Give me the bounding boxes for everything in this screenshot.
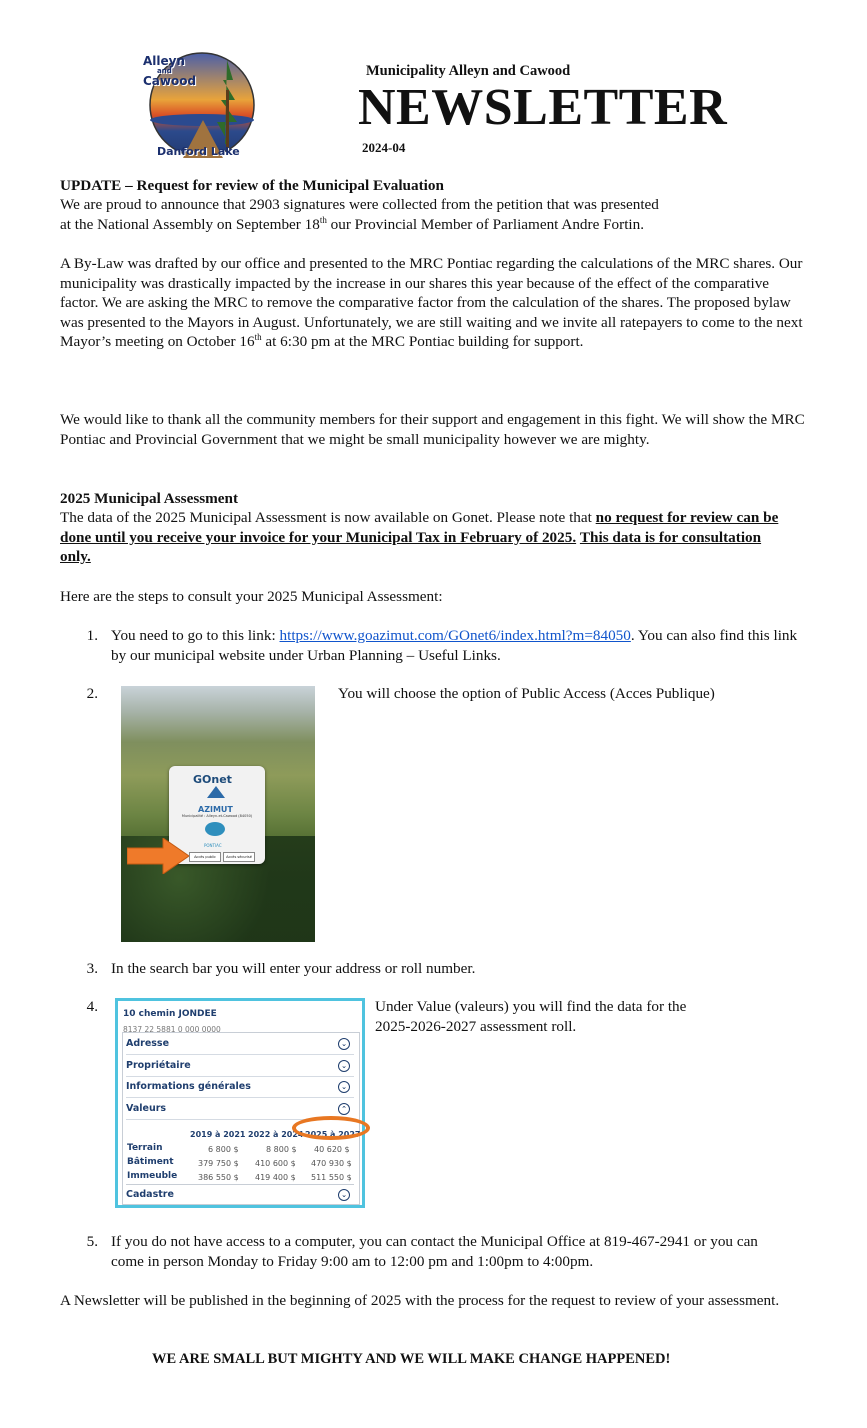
step-1-text-a: You need to go to this link: bbox=[111, 627, 280, 644]
slogan: WE ARE SMALL BUT MIGHTY AND WE WILL MAKE CHANGE HAPPENED! bbox=[152, 1351, 671, 1367]
chevron-up-icon: ⌃ bbox=[338, 1103, 350, 1115]
section-cadastre-label: Cadastre bbox=[126, 1189, 174, 1200]
logo-text-and: and bbox=[157, 67, 172, 75]
public-access-button[interactable]: Accès public bbox=[189, 852, 221, 862]
update-p1-text-a: at the National Assembly on September 18 bbox=[60, 215, 320, 233]
valeurs-address: 10 chemin JONDEE bbox=[123, 1009, 217, 1019]
section-valeurs-label: Valeurs bbox=[126, 1103, 167, 1114]
step-4-line2: 2025-2026-2027 assessment roll. bbox=[375, 1017, 577, 1035]
update-p1-line2 bbox=[60, 215, 810, 235]
update-p1-text-b: our Provincial Member of Parliament Andre Fortin. bbox=[326, 215, 645, 233]
steps-intro: Here are the steps to consult your 2025 Municipal Assessment: bbox=[60, 588, 443, 605]
chevron-down-icon: ⌄ bbox=[338, 1189, 350, 1201]
logo-text-cawood: Cawood bbox=[143, 74, 197, 88]
step-5-text: If you do not have access to a computer, you can contact the Municipal Office at 819-467-2941 or you can come in person Monday to Friday 9:00 am to 12:00 pm and 1:00pm to 4:00pm. bbox=[111, 1233, 758, 1270]
gonet-brand: GOnet bbox=[193, 773, 232, 786]
update-p1-sup: th bbox=[319, 214, 327, 225]
pontiac-text: PONTIAC bbox=[204, 843, 222, 848]
section-proprietaire[interactable] bbox=[126, 1056, 354, 1077]
step-2-number: 2. bbox=[86, 685, 98, 702]
row-immeuble-value: 386 550 $ bbox=[198, 1173, 239, 1182]
assessment-consultation-notice: This data is for consultation only. bbox=[60, 528, 762, 565]
logo-text-danford-lake: Danford Lake bbox=[157, 145, 240, 158]
pontiac-logo-icon bbox=[205, 822, 225, 836]
section-adresse[interactable] bbox=[126, 1034, 354, 1055]
step-1-text-b: . You can also find this link by our municipal website under Urban Planning – Useful Links. bbox=[111, 627, 798, 664]
step-4-number: 4. bbox=[86, 998, 98, 1015]
newsletter-title: NEWSLETTER bbox=[358, 79, 728, 136]
orange-arrow-icon bbox=[127, 838, 189, 874]
chevron-down-icon: ⌄ bbox=[338, 1038, 350, 1050]
azimut-logo-icon bbox=[207, 786, 225, 798]
secure-access-button[interactable]: Accès sécurisé bbox=[223, 852, 255, 862]
gonet-link[interactable]: https://www.goazimut.com/GOnet6/index.html?m=84050 bbox=[279, 627, 631, 644]
row-terrain-label: Terrain bbox=[127, 1143, 163, 1153]
section-proprietaire-label: Propriétaire bbox=[126, 1060, 191, 1071]
issue-number: 2024-04 bbox=[362, 140, 406, 155]
period-2019-2021: 2019 à 2021 bbox=[190, 1130, 246, 1139]
assessment-p1-plain: The data of the 2025 Municipal Assessment is now available on Gonet. Please note that bbox=[60, 509, 596, 526]
update-p2-text-a: A By-Law was drafted by our office and presented to the MRC Pontiac regarding the calculations of the MRC shares. Our municipality was drastically impacted by the increase in our shares this year because of the effect of the comparative factor. We are asking the MRC to remove the comparative factor from the calculation of the shares. The proposed bylaw was presented to the Mayors in August. Unfortunately, we are still waiting and we invite all ratepayers to come to the next Mayor’s meeting on October 16 bbox=[60, 255, 803, 350]
row-terrain-value: 40 620 $ bbox=[314, 1145, 350, 1154]
gonet-municipality: Municipalité : Alleyn-et-Cawood (84050) bbox=[181, 814, 253, 818]
update-p2-text-b: at 6:30 pm at the MRC Pontiac building for support. bbox=[261, 333, 584, 350]
row-immeuble-value: 511 550 $ bbox=[311, 1173, 352, 1182]
update-paragraph-1 bbox=[60, 195, 810, 234]
update-p2-sup: th bbox=[254, 331, 262, 342]
step-4-text bbox=[375, 997, 805, 1036]
highlight-circle bbox=[292, 1116, 370, 1140]
assessment-heading: 2025 Municipal Assessment bbox=[60, 490, 239, 507]
closing-paragraph: A Newsletter will be published in the beginning of 2025 with the process for the request to review of your assessment. bbox=[60, 1292, 780, 1309]
step-4-line1: Under Value (valeurs) you will find the data for the bbox=[375, 998, 687, 1015]
period-2025-2027: 2025 à 2027 bbox=[305, 1130, 361, 1139]
step-1-number: 1. bbox=[86, 627, 98, 644]
row-batiment-value: 470 930 $ bbox=[311, 1159, 352, 1168]
municipality-name: Municipality Alleyn and Cawood bbox=[366, 63, 571, 79]
azimut-brand: AZIMUT bbox=[198, 805, 233, 814]
step-1-text bbox=[111, 626, 806, 665]
logo-text-alleyn: Alleyn bbox=[143, 54, 186, 68]
update-paragraph-3: We would like to thank all the community members for their support and engagement in this fight. We will show the MRC Pontiac and Provincial Government that we might be small municipality however we are mighty. bbox=[60, 411, 805, 448]
valeurs-roll-number: 8137 22 5881 0 000 0000 bbox=[123, 1025, 221, 1034]
municipality-logo bbox=[143, 50, 261, 160]
step-3-text: In the search bar you will enter your address or roll number. bbox=[111, 960, 476, 977]
step-2-text: You will choose the option of Public Access (Acces Publique) bbox=[338, 685, 715, 702]
row-batiment-label: Bâtiment bbox=[127, 1157, 174, 1167]
assessment-no-review-notice: no request for review can be done until you receive your invoice for your Municipal Tax in February of 2025. bbox=[60, 509, 779, 546]
row-terrain-value: 8 800 $ bbox=[266, 1145, 297, 1154]
section-cadastre[interactable] bbox=[126, 1184, 354, 1205]
step-3-number: 3. bbox=[86, 960, 98, 977]
row-batiment-value: 410 600 $ bbox=[255, 1159, 296, 1168]
assessment-paragraph bbox=[60, 508, 790, 567]
section-informations-label: Informations générales bbox=[126, 1081, 251, 1092]
valeurs-screenshot bbox=[115, 998, 365, 1208]
section-informations[interactable] bbox=[126, 1077, 354, 1098]
gonet-login-screenshot bbox=[121, 686, 315, 942]
row-immeuble-value: 419 400 $ bbox=[255, 1173, 296, 1182]
row-immeuble-label: Immeuble bbox=[127, 1171, 178, 1181]
chevron-down-icon: ⌄ bbox=[338, 1060, 350, 1072]
row-batiment-value: 379 750 $ bbox=[198, 1159, 239, 1168]
step-5-number: 5. bbox=[86, 1233, 98, 1250]
period-2022-2024: 2022 à 2024 bbox=[248, 1130, 304, 1139]
update-p1-line1: We are proud to announce that 2903 signatures were collected from the petition that was presented bbox=[60, 196, 659, 213]
update-paragraph-2 bbox=[60, 254, 808, 352]
update-heading: UPDATE – Request for review of the Municipal Evaluation bbox=[60, 177, 444, 194]
section-adresse-label: Adresse bbox=[126, 1038, 170, 1049]
row-terrain-value: 6 800 $ bbox=[208, 1145, 239, 1154]
chevron-down-icon: ⌄ bbox=[338, 1081, 350, 1093]
